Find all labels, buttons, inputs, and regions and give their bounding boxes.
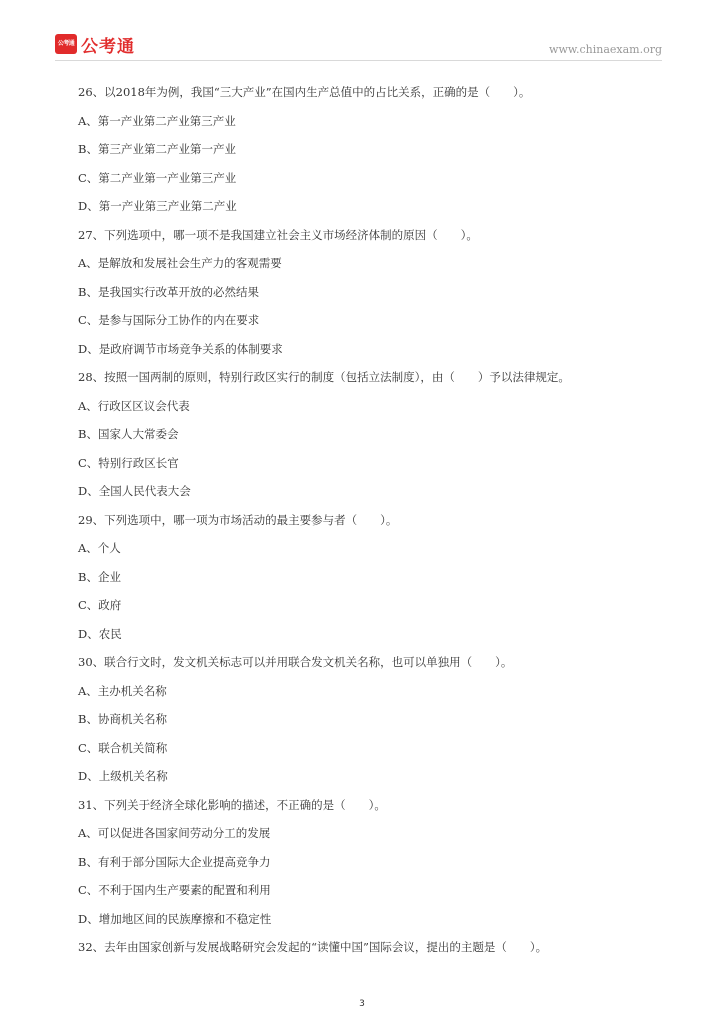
- site-url[interactable]: www.chinaexam.org: [549, 43, 662, 56]
- question-30-option-a: A、主办机关名称: [78, 683, 167, 698]
- question-28-option-b: B、国家人大常委会: [78, 427, 179, 441]
- question-30-option-c: C、联合机关简称: [78, 740, 168, 755]
- question-29-stem: 29、下列选项中，哪一项为市场活动的最主要参与者（ ）。: [78, 512, 398, 527]
- question-30-option-b: B、协商机关名称: [78, 712, 167, 726]
- question-29-option-c: C、政府: [78, 598, 122, 612]
- question-31-option-d: D、增加地区间的民族摩擦和不稳定性: [78, 911, 272, 926]
- question-32-stem: 32、去年由国家创新与发展战略研究会发起的“读懂中国”国际会议，提出的主题是（ ）。: [78, 940, 548, 954]
- header-divider: [55, 60, 662, 61]
- question-28-option-c: C、特别行政区长官: [78, 455, 179, 470]
- question-31-option-b: B、有利于部分国际大企业提高竞争力: [78, 854, 271, 869]
- question-28-option-a: A、行政区区议会代表: [78, 398, 190, 413]
- question-30-stem: 30、联合行文时，发文机关标志可以并用联合发文机关名称，也可以单独用（ ）。: [78, 655, 513, 669]
- question-26-option-d: D、第一产业第三产业第二产业: [78, 199, 237, 213]
- question-31-option-c: C、不利于国内生产要素的配置和利用: [78, 883, 271, 897]
- question-30-option-d: D、上级机关名称: [78, 769, 168, 783]
- brand-logo[interactable]: [55, 33, 135, 55]
- question-list: [78, 78, 668, 962]
- page-header: [0, 0, 724, 62]
- question-27-option-d: D、是政府调节市场竞争关系的体制要求: [78, 341, 283, 356]
- question-27-option-b: B、是我国实行改革开放的必然结果: [78, 284, 259, 299]
- question-27-option-a: A、是解放和发展社会生产力的客观需要: [78, 256, 282, 270]
- brand-logo-icon: 公考通: [55, 34, 77, 54]
- page-number: 3: [359, 999, 365, 1009]
- question-26-option-b: B、第三产业第二产业第一产业: [78, 142, 236, 156]
- question-27-option-c: C、是参与国际分工协作的内在要求: [78, 313, 260, 327]
- question-26-option-a: A、第一产业第二产业第三产业: [78, 113, 236, 128]
- question-29-option-d: D、农民: [78, 626, 122, 641]
- brand-name: 公考通: [81, 36, 135, 57]
- question-28-stem: 28、按照一国两制的原则，特别行政区实行的制度（包括立法制度），由（ ）予以法律规定。: [78, 370, 570, 384]
- question-31-option-a: A、可以促进各国家间劳动分工的发展: [78, 826, 271, 840]
- question-29-option-b: B、企业: [78, 569, 121, 584]
- question-26-option-c: C、第二产业第一产业第三产业: [78, 170, 237, 185]
- question-29-option-a: A、个人: [78, 541, 121, 555]
- question-28-option-d: D、全国人民代表大会: [78, 484, 191, 498]
- question-31-stem: 31、下列关于经济全球化影响的描述，不正确的是（ ）。: [78, 797, 386, 812]
- question-26-stem: 26、以2018年为例，我国“三大产业”在国内生产总值中的占比关系，正确的是（ ）。: [78, 85, 531, 99]
- question-27-stem: 27、下列选项中，哪一项不是我国建立社会主义市场经济体制的原因（ ）。: [78, 227, 478, 242]
